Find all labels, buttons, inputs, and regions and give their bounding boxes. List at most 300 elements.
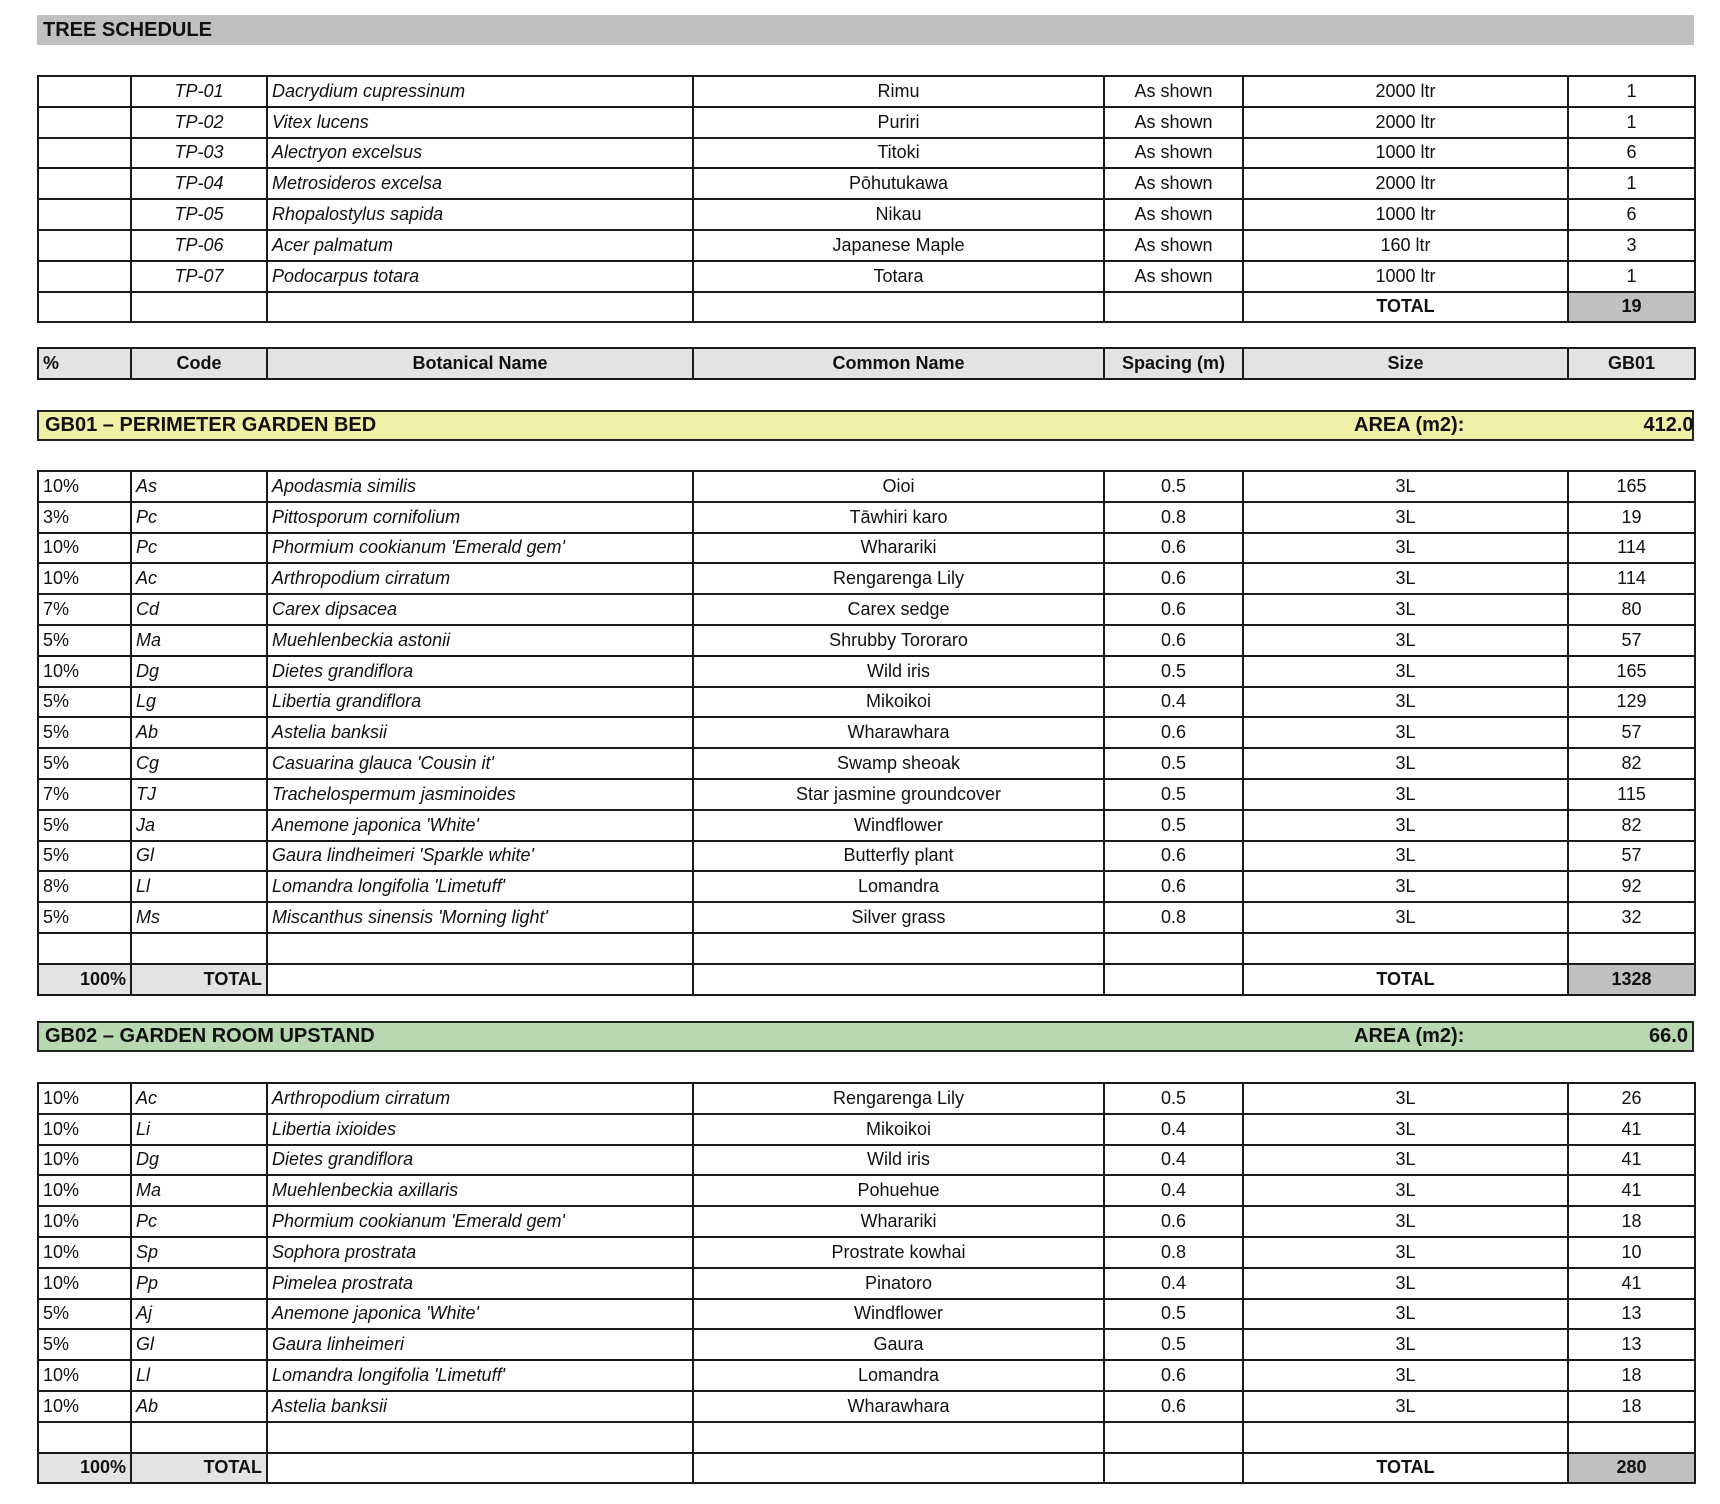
code-cell: Li	[131, 1114, 267, 1145]
header-row	[38, 348, 1695, 379]
tree-total-row	[38, 292, 1695, 323]
pct-cell: 5%	[38, 717, 131, 748]
botanical-name-cell: Anemone japonica 'White'	[267, 810, 693, 841]
code-cell: Pc	[131, 502, 267, 533]
size-cell: 3L	[1243, 810, 1568, 841]
pct-cell: 10%	[38, 1237, 131, 1268]
size-cell: 3L	[1243, 1175, 1568, 1206]
spacing-cell: 0.6	[1104, 841, 1243, 872]
code-cell: TP-07	[131, 261, 267, 292]
code-total-label: TOTAL	[131, 1453, 267, 1484]
common-name-cell: Totara	[693, 261, 1104, 292]
spacing-cell: As shown	[1104, 199, 1243, 230]
pct-cell	[38, 138, 131, 169]
pct-cell: 7%	[38, 594, 131, 625]
common-name-cell: Titoki	[693, 138, 1104, 169]
quantity-cell: 18	[1568, 1360, 1695, 1391]
pct-total: 100%	[38, 1453, 131, 1484]
code-cell: Pp	[131, 1268, 267, 1299]
plant-row	[38, 1237, 1695, 1268]
quantity-cell: 1	[1568, 107, 1695, 138]
size-cell: 3L	[1243, 1299, 1568, 1330]
spacing-cell: As shown	[1104, 138, 1243, 169]
size-cell: 3L	[1243, 871, 1568, 902]
size-cell: 3L	[1243, 1237, 1568, 1268]
botanical-name-cell: Lomandra longifolia 'Limetuff'	[267, 871, 693, 902]
quantity-cell: 1	[1568, 76, 1695, 107]
spacing-cell: 0.4	[1104, 687, 1243, 718]
header-common-name: Common Name	[693, 348, 1104, 379]
quantity-cell: 80	[1568, 594, 1695, 625]
code-cell: Cd	[131, 594, 267, 625]
quantity-cell: 6	[1568, 199, 1695, 230]
plant-row	[38, 687, 1695, 718]
spacing-cell: 0.4	[1104, 1268, 1243, 1299]
plant-row	[38, 502, 1695, 533]
size-cell: 2000 ltr	[1243, 76, 1568, 107]
pct-cell: 10%	[38, 1175, 131, 1206]
gb02-planting-table	[37, 1082, 1696, 1484]
spacing-cell	[1104, 964, 1243, 995]
code-cell: Pc	[131, 1206, 267, 1237]
size-cell: 1000 ltr	[1243, 138, 1568, 169]
code-cell: TP-02	[131, 107, 267, 138]
quantity-cell: 10	[1568, 1237, 1695, 1268]
plant-row	[38, 1299, 1695, 1330]
spacing-cell: As shown	[1104, 76, 1243, 107]
spacing-cell: 0.5	[1104, 656, 1243, 687]
common-name-cell: Wharariki	[693, 533, 1104, 564]
quantity-cell: 165	[1568, 656, 1695, 687]
gb02-title: GB02 – GARDEN ROOM UPSTAND	[45, 1025, 375, 1047]
spacing-cell: As shown	[1104, 230, 1243, 261]
code-cell: Ll	[131, 871, 267, 902]
pct-cell: 5%	[38, 748, 131, 779]
plant-row	[38, 871, 1695, 902]
pct-cell	[38, 292, 131, 323]
quantity-cell: 32	[1568, 902, 1695, 933]
common-name-cell: Nikau	[693, 199, 1104, 230]
quantity-cell: 18	[1568, 1206, 1695, 1237]
botanical-name-cell	[267, 1422, 693, 1453]
botanical-name-cell: Podocarpus totara	[267, 261, 693, 292]
size-cell: 3L	[1243, 1391, 1568, 1422]
plant-row	[38, 1360, 1695, 1391]
quantity-cell: 41	[1568, 1114, 1695, 1145]
spacing-cell: 0.8	[1104, 902, 1243, 933]
common-name-cell: Swamp sheoak	[693, 748, 1104, 779]
pct-cell: 10%	[38, 1391, 131, 1422]
pct-cell: 10%	[38, 1114, 131, 1145]
header-gb01: GB01	[1568, 348, 1695, 379]
pct-cell: 10%	[38, 1268, 131, 1299]
common-name-cell	[693, 933, 1104, 964]
tree-row	[38, 230, 1695, 261]
plant-row	[38, 748, 1695, 779]
pct-cell: 5%	[38, 625, 131, 656]
size-cell: 3L	[1243, 717, 1568, 748]
code-total-label: TOTAL	[131, 964, 267, 995]
code-cell	[131, 292, 267, 323]
pct-cell: 10%	[38, 1360, 131, 1391]
gb02-section-banner	[37, 1021, 1694, 1052]
common-name-cell: Gaura	[693, 1329, 1104, 1360]
plant-row	[38, 471, 1695, 502]
spacing-cell: 0.4	[1104, 1114, 1243, 1145]
total-label: TOTAL	[1243, 1453, 1568, 1484]
pct-cell	[38, 261, 131, 292]
size-cell: 3L	[1243, 502, 1568, 533]
tree-row	[38, 168, 1695, 199]
spacing-cell	[1104, 1422, 1243, 1453]
spacing-cell: 0.6	[1104, 871, 1243, 902]
size-cell: 3L	[1243, 748, 1568, 779]
common-name-cell: Pōhutukawa	[693, 168, 1104, 199]
size-cell: 2000 ltr	[1243, 168, 1568, 199]
spacing-cell: 0.8	[1104, 502, 1243, 533]
spacing-cell: 0.6	[1104, 1391, 1243, 1422]
spacing-cell: 0.6	[1104, 594, 1243, 625]
size-cell: 3L	[1243, 1268, 1568, 1299]
botanical-name-cell: Apodasmia similis	[267, 471, 693, 502]
botanical-name-cell	[267, 964, 693, 995]
code-cell: Ac	[131, 563, 267, 594]
total-value: 1328	[1568, 964, 1695, 995]
common-name-cell: Star jasmine groundcover	[693, 779, 1104, 810]
quantity-cell: 1	[1568, 168, 1695, 199]
header-pct: %	[38, 348, 131, 379]
quantity-cell: 3	[1568, 230, 1695, 261]
total-value: 19	[1568, 292, 1695, 323]
size-cell: 1000 ltr	[1243, 261, 1568, 292]
plant-row	[38, 841, 1695, 872]
header-code: Code	[131, 348, 267, 379]
quantity-cell: 57	[1568, 717, 1695, 748]
quantity-cell	[1568, 933, 1695, 964]
size-cell: 160 ltr	[1243, 230, 1568, 261]
spacing-cell: 0.4	[1104, 1145, 1243, 1176]
blank-row	[38, 1422, 1695, 1453]
pct-cell: 7%	[38, 779, 131, 810]
header-botanical-name: Botanical Name	[267, 348, 693, 379]
tree-schedule-table	[37, 75, 1696, 323]
botanical-name-cell: Dietes grandiflora	[267, 1145, 693, 1176]
botanical-name-cell: Anemone japonica 'White'	[267, 1299, 693, 1330]
common-name-cell: Mikoikoi	[693, 1114, 1104, 1145]
pct-cell: 3%	[38, 502, 131, 533]
code-cell: Ja	[131, 810, 267, 841]
size-cell: 2000 ltr	[1243, 107, 1568, 138]
bed-total-row	[38, 964, 1695, 995]
common-name-cell: Wharawhara	[693, 1391, 1104, 1422]
pct-cell: 5%	[38, 810, 131, 841]
code-cell: Ll	[131, 1360, 267, 1391]
botanical-name-cell: Pittosporum cornifolium	[267, 502, 693, 533]
spacing-cell: 0.5	[1104, 471, 1243, 502]
botanical-name-cell: Rhopalostylus sapida	[267, 199, 693, 230]
code-cell: TP-04	[131, 168, 267, 199]
botanical-name-cell: Libertia ixioides	[267, 1114, 693, 1145]
plant-row	[38, 1391, 1695, 1422]
spacing-cell: 0.6	[1104, 563, 1243, 594]
botanical-name-cell: Carex dipsacea	[267, 594, 693, 625]
botanical-name-cell: Acer palmatum	[267, 230, 693, 261]
pct-cell	[38, 1422, 131, 1453]
common-name-cell: Silver grass	[693, 902, 1104, 933]
code-cell: TJ	[131, 779, 267, 810]
common-name-cell: Tāwhiri karo	[693, 502, 1104, 533]
spacing-cell: 0.5	[1104, 1083, 1243, 1114]
common-name-cell	[693, 1453, 1104, 1484]
plant-row	[38, 594, 1695, 625]
spacing-cell: 0.8	[1104, 1237, 1243, 1268]
botanical-name-cell: Metrosideros excelsa	[267, 168, 693, 199]
common-name-cell: Mikoikoi	[693, 687, 1104, 718]
spacing-cell: 0.6	[1104, 1206, 1243, 1237]
code-cell: Ac	[131, 1083, 267, 1114]
pct-cell: 10%	[38, 1145, 131, 1176]
common-name-cell: Wharariki	[693, 1206, 1104, 1237]
botanical-name-cell	[267, 933, 693, 964]
plant-row	[38, 1175, 1695, 1206]
plant-row	[38, 563, 1695, 594]
common-name-cell: Japanese Maple	[693, 230, 1104, 261]
common-name-cell: Butterfly plant	[693, 841, 1104, 872]
plant-row	[38, 810, 1695, 841]
botanical-name-cell: Gaura lindheimeri 'Sparkle white'	[267, 841, 693, 872]
quantity-cell: 18	[1568, 1391, 1695, 1422]
quantity-cell: 41	[1568, 1175, 1695, 1206]
quantity-cell: 165	[1568, 471, 1695, 502]
spacing-cell: 0.5	[1104, 1329, 1243, 1360]
code-cell: Dg	[131, 1145, 267, 1176]
plant-row	[38, 533, 1695, 564]
pct-cell	[38, 199, 131, 230]
quantity-cell: 41	[1568, 1268, 1695, 1299]
botanical-name-cell: Alectryon excelsus	[267, 138, 693, 169]
botanical-name-cell: Phormium cookianum 'Emerald gem'	[267, 1206, 693, 1237]
pct-cell: 8%	[38, 871, 131, 902]
size-cell: 3L	[1243, 1206, 1568, 1237]
pct-cell: 5%	[38, 902, 131, 933]
pct-cell: 10%	[38, 656, 131, 687]
plant-row	[38, 625, 1695, 656]
tree-row	[38, 76, 1695, 107]
botanical-name-cell: Dacrydium cupressinum	[267, 76, 693, 107]
total-value: 280	[1568, 1453, 1695, 1484]
plant-row	[38, 902, 1695, 933]
code-cell: Ab	[131, 1391, 267, 1422]
header-size: Size	[1243, 348, 1568, 379]
pct-total: 100%	[38, 964, 131, 995]
plant-row	[38, 1145, 1695, 1176]
pct-cell: 10%	[38, 1083, 131, 1114]
pct-cell: 5%	[38, 687, 131, 718]
code-cell: Cg	[131, 748, 267, 779]
botanical-name-cell: Muehlenbeckia astonii	[267, 625, 693, 656]
spacing-cell	[1104, 1453, 1243, 1484]
code-cell: Sp	[131, 1237, 267, 1268]
plant-row	[38, 717, 1695, 748]
botanical-name-cell: Trachelospermum jasminoides	[267, 779, 693, 810]
size-cell: 3L	[1243, 1145, 1568, 1176]
quantity-cell: 115	[1568, 779, 1695, 810]
page-title: TREE SCHEDULE	[37, 15, 1694, 45]
plant-row	[38, 779, 1695, 810]
botanical-name-cell: Sophora prostrata	[267, 1237, 693, 1268]
blank-row	[38, 933, 1695, 964]
quantity-cell: 129	[1568, 687, 1695, 718]
size-cell	[1243, 933, 1568, 964]
size-cell: 3L	[1243, 1329, 1568, 1360]
botanical-name-cell: Astelia banksii	[267, 1391, 693, 1422]
code-cell: Ms	[131, 902, 267, 933]
code-cell: Dg	[131, 656, 267, 687]
spacing-cell: 0.6	[1104, 625, 1243, 656]
plant-row	[38, 1268, 1695, 1299]
pct-cell: 5%	[38, 1329, 131, 1360]
common-name-cell: Wild iris	[693, 1145, 1104, 1176]
pct-cell	[38, 933, 131, 964]
botanical-name-cell: Dietes grandiflora	[267, 656, 693, 687]
common-name-cell: Carex sedge	[693, 594, 1104, 625]
common-name-cell: Oioi	[693, 471, 1104, 502]
gb01-title: GB01 – PERIMETER GARDEN BED	[45, 414, 377, 436]
botanical-name-cell: Astelia banksii	[267, 717, 693, 748]
common-name-cell: Windflower	[693, 1299, 1104, 1330]
total-label: TOTAL	[1243, 964, 1568, 995]
spacing-cell: 0.5	[1104, 779, 1243, 810]
spacing-cell: 0.6	[1104, 717, 1243, 748]
bed-total-row	[38, 1453, 1695, 1484]
quantity-cell: 57	[1568, 841, 1695, 872]
quantity-cell: 114	[1568, 533, 1695, 564]
spacing-cell: 0.4	[1104, 1175, 1243, 1206]
tree-row	[38, 261, 1695, 292]
pct-cell	[38, 107, 131, 138]
quantity-cell: 1	[1568, 261, 1695, 292]
quantity-cell: 26	[1568, 1083, 1695, 1114]
common-name-cell: Rengarenga Lily	[693, 563, 1104, 594]
common-name-cell	[693, 1422, 1104, 1453]
spacing-cell	[1104, 292, 1243, 323]
size-cell: 3L	[1243, 1360, 1568, 1391]
header-spacing: Spacing (m)	[1104, 348, 1243, 379]
common-name-cell: Windflower	[693, 810, 1104, 841]
size-cell: 3L	[1243, 594, 1568, 625]
size-cell: 3L	[1243, 1083, 1568, 1114]
size-cell: 1000 ltr	[1243, 199, 1568, 230]
code-cell: Ma	[131, 625, 267, 656]
size-cell: 3L	[1243, 841, 1568, 872]
code-cell	[131, 933, 267, 964]
code-cell: TP-03	[131, 138, 267, 169]
common-name-cell: Wharawhara	[693, 717, 1104, 748]
common-name-cell	[693, 292, 1104, 323]
column-header-row	[37, 347, 1696, 380]
pct-cell: 5%	[38, 841, 131, 872]
code-cell: TP-01	[131, 76, 267, 107]
code-cell	[131, 1422, 267, 1453]
plant-row	[38, 656, 1695, 687]
size-cell: 3L	[1243, 563, 1568, 594]
code-cell: TP-05	[131, 199, 267, 230]
quantity-cell: 19	[1568, 502, 1695, 533]
quantity-cell: 92	[1568, 871, 1695, 902]
code-cell: As	[131, 471, 267, 502]
quantity-cell: 13	[1568, 1329, 1695, 1360]
size-cell: 3L	[1243, 687, 1568, 718]
common-name-cell	[693, 964, 1104, 995]
common-name-cell: Prostrate kowhai	[693, 1237, 1104, 1268]
gb02-area-value: 66.0	[1649, 1025, 1688, 1047]
plant-row	[38, 1083, 1695, 1114]
size-cell: 3L	[1243, 779, 1568, 810]
tree-row	[38, 107, 1695, 138]
common-name-cell: Wild iris	[693, 656, 1104, 687]
spacing-cell: 0.5	[1104, 810, 1243, 841]
code-cell: Ab	[131, 717, 267, 748]
spacing-cell	[1104, 933, 1243, 964]
size-cell: 3L	[1243, 1114, 1568, 1145]
quantity-cell: 114	[1568, 563, 1695, 594]
quantity-cell	[1568, 1422, 1695, 1453]
botanical-name-cell: Gaura linheimeri	[267, 1329, 693, 1360]
pct-cell: 10%	[38, 1206, 131, 1237]
code-cell: Pc	[131, 533, 267, 564]
botanical-name-cell	[267, 292, 693, 323]
quantity-cell: 82	[1568, 748, 1695, 779]
size-cell: 3L	[1243, 471, 1568, 502]
botanical-name-cell: Libertia grandiflora	[267, 687, 693, 718]
spacing-cell: 0.6	[1104, 1360, 1243, 1391]
common-name-cell: Shrubby Tororaro	[693, 625, 1104, 656]
spacing-cell: 0.6	[1104, 533, 1243, 564]
common-name-cell: Pohuehue	[693, 1175, 1104, 1206]
botanical-name-cell: Muehlenbeckia axillaris	[267, 1175, 693, 1206]
code-cell: Gl	[131, 1329, 267, 1360]
botanical-name-cell	[267, 1453, 693, 1484]
quantity-cell: 6	[1568, 138, 1695, 169]
botanical-name-cell: Vitex lucens	[267, 107, 693, 138]
pct-cell: 10%	[38, 471, 131, 502]
gb01-planting-table	[37, 470, 1696, 996]
common-name-cell: Rengarenga Lily	[693, 1083, 1104, 1114]
spacing-cell: As shown	[1104, 168, 1243, 199]
common-name-cell: Lomandra	[693, 1360, 1104, 1391]
code-cell: Aj	[131, 1299, 267, 1330]
gb02-area-label: AREA (m2):	[1354, 1025, 1465, 1047]
pct-cell: 10%	[38, 563, 131, 594]
size-cell	[1243, 1422, 1568, 1453]
pct-cell	[38, 230, 131, 261]
quantity-cell: 13	[1568, 1299, 1695, 1330]
pct-cell: 10%	[38, 533, 131, 564]
common-name-cell: Pinatoro	[693, 1268, 1104, 1299]
spacing-cell: As shown	[1104, 107, 1243, 138]
botanical-name-cell: Phormium cookianum 'Emerald gem'	[267, 533, 693, 564]
spacing-cell: As shown	[1104, 261, 1243, 292]
code-cell: Lg	[131, 687, 267, 718]
tree-row	[38, 199, 1695, 230]
tree-row	[38, 138, 1695, 169]
spacing-cell: 0.5	[1104, 1299, 1243, 1330]
pct-cell: 5%	[38, 1299, 131, 1330]
gb01-section-banner	[37, 410, 1694, 441]
plant-row	[38, 1114, 1695, 1145]
size-cell: 3L	[1243, 902, 1568, 933]
botanical-name-cell: Lomandra longifolia 'Limetuff'	[267, 1360, 693, 1391]
